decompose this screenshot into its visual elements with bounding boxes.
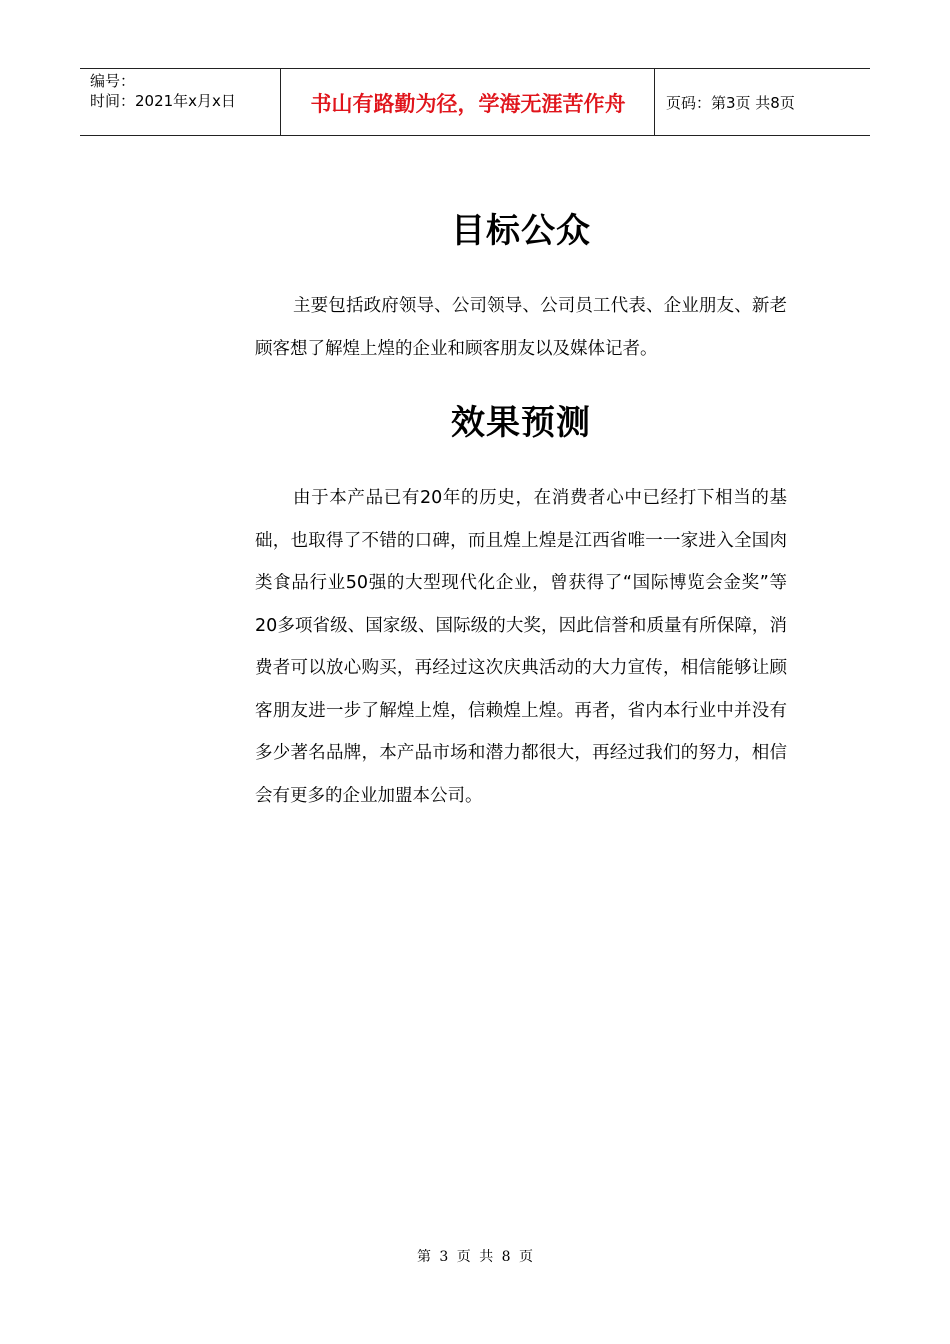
serial-number-label: 编号： xyxy=(90,72,136,90)
header-divider-right xyxy=(654,69,655,136)
document-header xyxy=(80,68,870,136)
section-title-target-audience: 目标公众 xyxy=(451,211,591,251)
header-meta xyxy=(90,71,280,111)
header-motto: 书山有路勤为径，学海无涯苦作舟 xyxy=(310,90,626,116)
section-paragraph-target-audience: 主要包括政府领导、公司领导、公司员工代表、企业朋友、新老顾客想了解煌上煌的企业和顾客朋友以及媒体记者。 xyxy=(255,296,787,359)
header-divider-left xyxy=(280,69,281,136)
section-paragraph-effect-forecast: 由于本产品已有20年的历史，在消费者心中已经打下相当的基础，也取得了不错的口碑，而且煌上煌是江西省唯一一家进入全国肉类食品行业50强的大型现代化企业，曾获得了“国际博览会金奖”等20多项省级、国家级、国际级的大奖，因此信誉和质量有所保障，消费者可以放心购买，再经过这次庆典活动的大力宣传，相信能够让顾客朋友进一步了解煌上煌，信赖煌上煌。再者，省内本行业中并没有多少著名品牌，本产品市场和潜力都很大，再经过我们的努力，相信会有更多的企业加盟本公司。 xyxy=(255,488,787,806)
page-footer: 第 3 页 共 8 页 xyxy=(416,1249,534,1265)
header-page-info: 页码：第3页 共8页 xyxy=(666,94,795,112)
section-title-effect-forecast: 效果预测 xyxy=(451,403,591,443)
date-label: 时间：2021年x月x日 xyxy=(90,92,236,110)
